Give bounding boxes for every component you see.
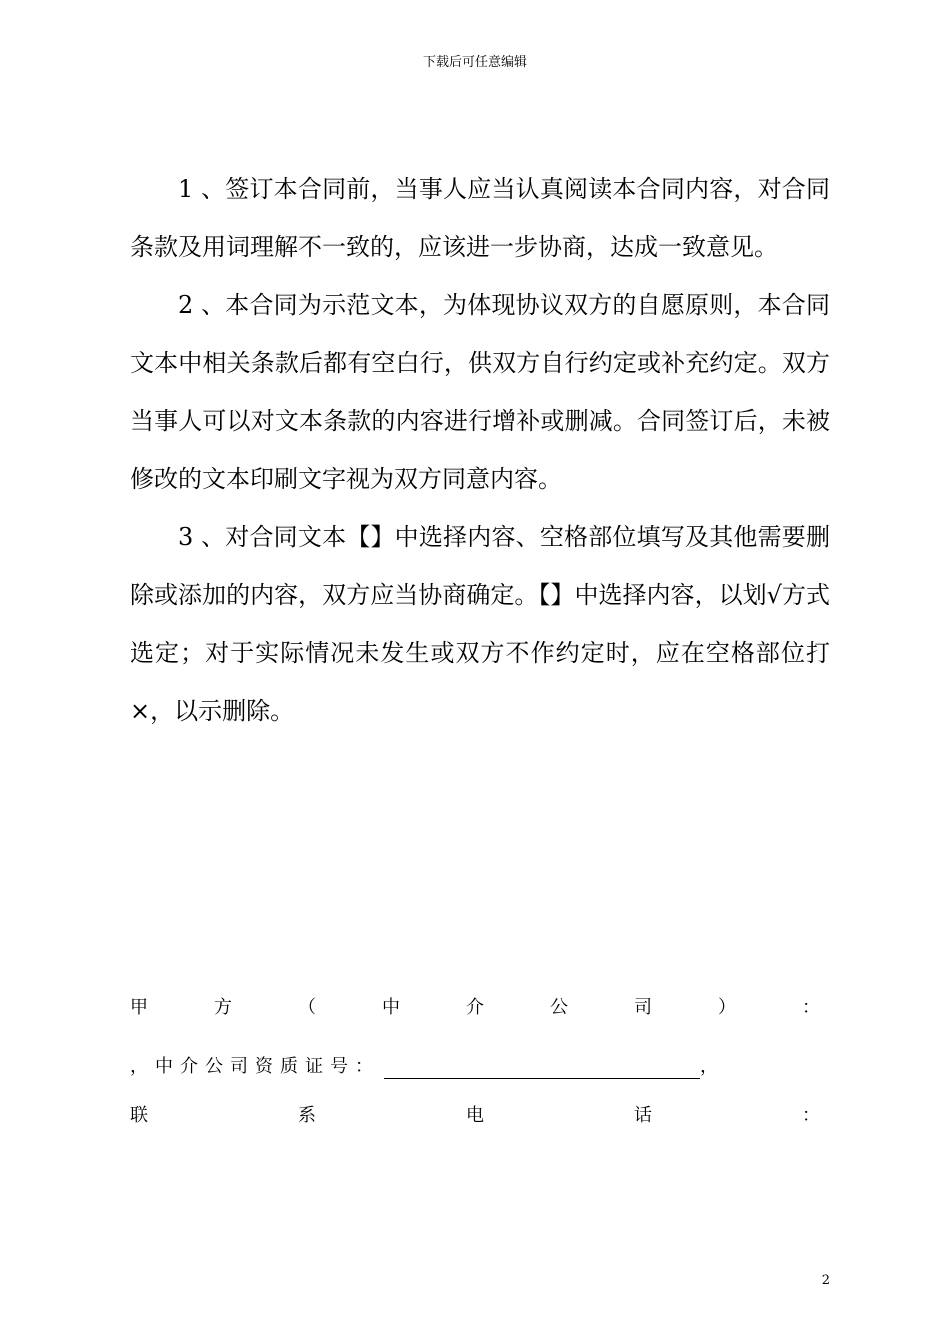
party-a-char: 司 [634,997,652,1018]
phone-char: 电 [466,1105,484,1126]
party-a-char: 公 [550,997,568,1018]
party-a-char: 中 [382,997,400,1018]
phone-char: ： [802,1105,820,1126]
party-a-char: （ [298,997,316,1018]
party-a-char: 甲 [130,997,148,1018]
party-a-char: 方 [214,997,232,1018]
instruction-paragraph-3: 3 、对合同文本【】中选择内容、空格部位填写及其他需要删除或添加的内容，双方应当协商确定。【】中选择内容，以划√方式选定；对于实际情况未发生或双方不作约定时，应在空格部位打×，以示删除。 [130,523,830,725]
party-a-char: 介 [466,997,484,1018]
party-a-char: ） [718,997,736,1018]
phone-char: 系 [298,1105,316,1126]
license-number-suffix: ， [700,1056,725,1077]
party-a-char: ： [802,997,820,1018]
license-number-label: ，中介公司资质证号： [130,1056,380,1077]
contract-instructions [130,160,830,740]
phone-line [130,1104,820,1128]
license-number-blank[interactable] [384,1058,700,1079]
phone-char: 话 [634,1105,652,1126]
instruction-paragraph-1: 1 、签订本合同前，当事人应当认真阅读本合同内容，对合同条款及用词理解不一致的，应该进一步协商，达成一致意见。 [130,175,830,261]
page-number: 2 [821,1273,830,1288]
license-number-line [130,1055,820,1079]
phone-char: 联 [130,1105,148,1126]
page-header: 下载后可任意编辑 [422,55,527,70]
instruction-paragraph-2: 2 、本合同为示范文本，为体现协议双方的自愿原则，本合同文本中相关条款后都有空白行，供双方自行约定或补充约定。双方当事人可以对文本条款的内容进行增补或删减。合同签订后，未被修改的文本印刷文字视为双方同意内容。 [130,291,830,493]
party-a-line [130,996,820,1020]
